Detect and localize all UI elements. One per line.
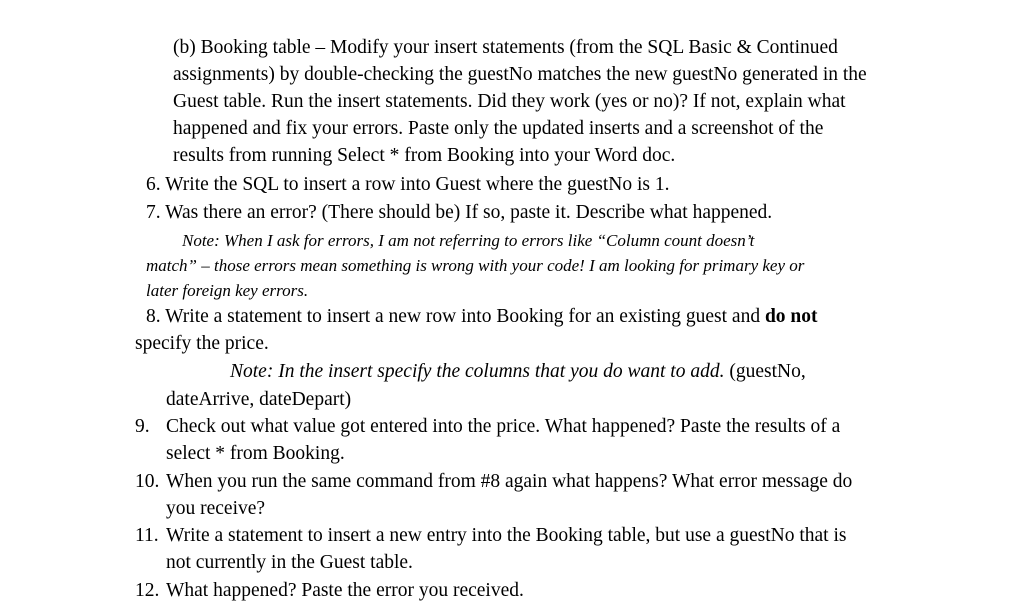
item-6 xyxy=(146,171,669,198)
item-9-number: 9. xyxy=(135,416,150,437)
item-7-text: Was there an error? (There should be) If so, paste it. Describe what happened. xyxy=(165,202,773,223)
item-9-line-2: select * from Booking. xyxy=(166,443,345,464)
item-10-line-1: When you run the same command from #8 again what happens? What error message do xyxy=(166,471,853,492)
item-8-bold: do not xyxy=(764,306,818,327)
item-11-number: 11. xyxy=(135,525,159,546)
item-b-line-3: Guest table. Run the insert statements. Did they work (yes or no)? If not, explain what xyxy=(173,91,846,112)
item-12-number: 12. xyxy=(135,580,160,601)
item-8-number: 8. xyxy=(146,306,161,327)
item-8-line-4: dateArrive, dateDepart) xyxy=(166,389,352,410)
item-9-line-1: Check out what value got entered into the price. What happened? Paste the results of a xyxy=(166,416,841,437)
item-8-text: Write a statement to insert a new row into Booking for an existing guest and xyxy=(165,306,765,327)
item-7 xyxy=(146,199,772,226)
item-8-line-2: specify the price. xyxy=(135,333,269,354)
item-b-line-4: happened and fix your errors. Paste only the updated inserts and a screenshot of the xyxy=(173,118,824,139)
item-7-note-line-2: match” – those errors mean something is wrong with your code! I am looking for primary key or xyxy=(146,256,805,275)
item-7-note-line-1: Note: When I ask for errors, I am not referring to errors like “Column count doesn’t xyxy=(182,231,755,250)
item-10-number: 10. xyxy=(135,471,160,492)
item-b-line-1: (b) Booking table – Modify your insert statements (from the SQL Basic & Continued xyxy=(173,37,838,58)
item-11-line-2: not currently in the Guest table. xyxy=(166,552,413,573)
item-8-note xyxy=(230,358,806,385)
item-8 xyxy=(146,303,818,330)
item-7-note-line-3: later foreign key errors. xyxy=(146,281,309,300)
item-8-note-italic: Note: In the insert specify the columns that you do want to add. xyxy=(230,361,725,382)
item-b-line-5: results from running Select * from Booking into your Word doc. xyxy=(173,145,676,166)
item-7-number: 7. xyxy=(146,202,161,223)
item-b-line-2: assignments) by double-checking the guestNo matches the new guestNo generated in the xyxy=(173,64,867,85)
item-11-line-1: Write a statement to insert a new entry into the Booking table, but use a guestNo that is xyxy=(166,525,847,546)
item-6-number: 6. xyxy=(146,174,161,195)
item-8-note-tail: (guestNo, xyxy=(724,361,806,382)
item-6-text: Write the SQL to insert a row into Guest where the guestNo is 1. xyxy=(165,174,670,195)
item-10-line-2: you receive? xyxy=(166,498,266,519)
item-12-text: What happened? Paste the error you received. xyxy=(166,580,524,601)
